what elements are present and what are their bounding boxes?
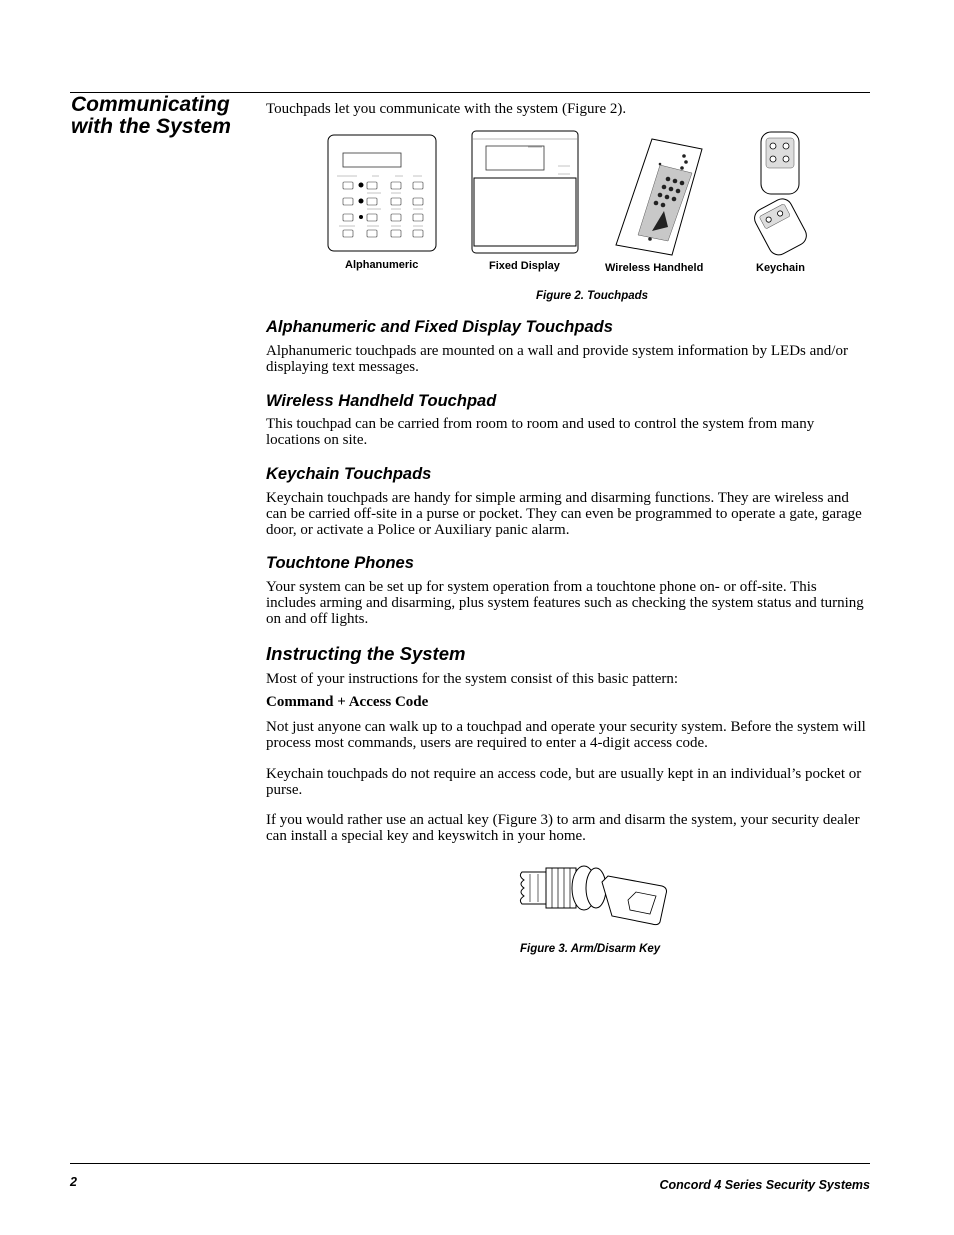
- section-title-line1: Communicating: [71, 93, 230, 116]
- body-touchtone: Your system can be set up for system operation from a touchtone phone on- or off-site. This includes arming and disarming, plus system features such as checking the system status and turning on and off lights.: [266, 579, 864, 627]
- intro-text: Touchpads let you communicate with the system (Figure 2).: [266, 101, 627, 117]
- label-keychain: Keychain: [756, 262, 805, 274]
- body-wireless: This touchpad can be carried from room to room and used to control the system from many locations on site.: [266, 416, 815, 448]
- label-wireless-handheld: Wireless Handheld: [605, 262, 704, 274]
- keychain-illustration: [752, 130, 808, 258]
- wireless-handheld-illustration: [612, 135, 708, 259]
- fixed-display-touchpad-illustration: [470, 130, 580, 254]
- footer-page-number: 2: [70, 1175, 77, 1189]
- section-title-line2: with the System: [71, 115, 231, 138]
- command-pattern: Command + Access Code: [266, 694, 429, 710]
- arm-disarm-key-illustration: [516, 862, 672, 926]
- label-alphanumeric: Alphanumeric: [345, 259, 419, 271]
- figure3-caption: Figure 3. Arm/Disarm Key: [520, 943, 661, 955]
- heading-keychain: Keychain Touchpads: [266, 465, 432, 483]
- heading-instructing: Instructing the System: [266, 643, 466, 664]
- body-instructing-3: Keychain touchpads do not require an access code, but are usually kept in an individual’s pocket or purse.: [266, 766, 862, 798]
- heading-touchtone: Touchtone Phones: [266, 554, 414, 572]
- label-fixed-display: Fixed Display: [489, 260, 560, 272]
- heading-wireless: Wireless Handheld Touchpad: [266, 392, 497, 410]
- body-instructing-4: If you would rather use an actual key (Figure 3) to arm and disarm the system, your security dealer can install a special key and keyswitch in your home.: [266, 812, 860, 844]
- body-instructing-1: Most of your instructions for the system consist of this basic pattern:: [266, 671, 679, 687]
- figure2-caption: Figure 2. Touchpads: [536, 290, 649, 302]
- alphanumeric-touchpad-illustration: [327, 134, 437, 252]
- heading-alphanumeric: Alphanumeric and Fixed Display Touchpads: [266, 318, 613, 336]
- body-alphanumeric: Alphanumeric touchpads are mounted on a wall and provide system information by LEDs and/or displaying text messages.: [266, 343, 848, 375]
- bottom-rule: [70, 1163, 870, 1164]
- section-title: [71, 94, 261, 138]
- body-instructing-2: Not just anyone can walk up to a touchpad and operate your security system. Before the system will process most commands, users are required to enter a 4-digit access code.: [266, 719, 866, 751]
- footer-title: Concord 4 Series Security Systems: [659, 1178, 870, 1192]
- body-keychain: Keychain touchpads are handy for simple arming and disarming functions. They are wireless and can be carried off-site in a purse or pocket. They can even be programmed to operate a gate, garage door, or activate a Police or Auxiliary panic alarm.: [266, 490, 862, 538]
